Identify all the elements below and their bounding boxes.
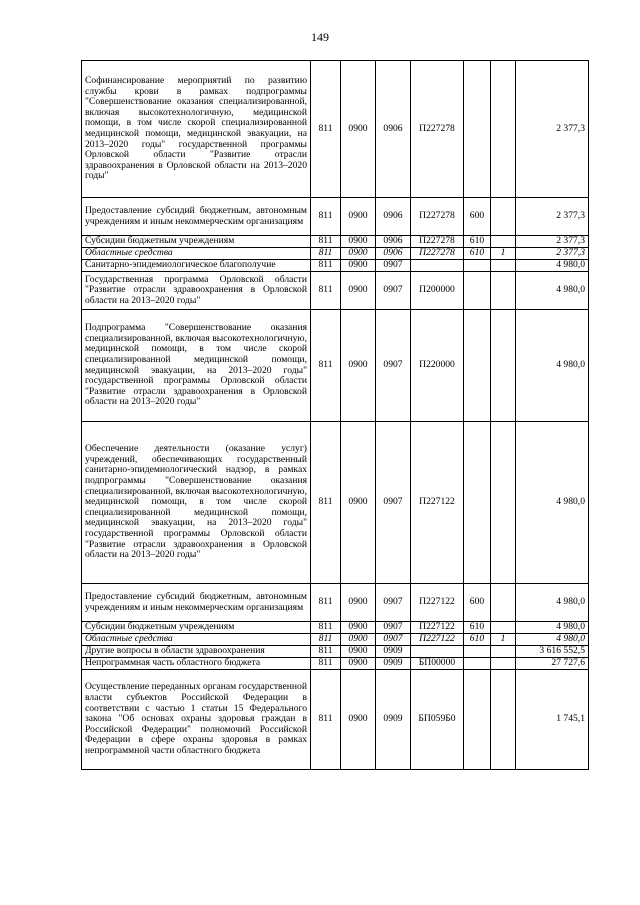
cell-subsection: 0906 — [376, 236, 411, 248]
cell-section: 0900 — [341, 422, 376, 584]
table-row — [82, 272, 589, 310]
row-description: Областные средства — [82, 634, 311, 646]
cell-amount: 4 980,0 — [516, 310, 589, 422]
row-description: Осуществление переданных органам государственной власти субъектов Российской Федерации в соответствии с частью 1 статьи 15 Федерального закона "Об основах охраны здоровья граждан в Российской Федерации" полномочий Российской Федерации в сфере охраны здоровья в рамках непрограммной части областного бюджета — [82, 670, 311, 770]
cell-expense-type: 610 — [464, 634, 491, 646]
cell-expense-type — [464, 310, 491, 422]
cell-amount: 27 727,6 — [516, 658, 589, 670]
row-description: Софинансирование мероприятий по развитию службы крови в рамках подпрограммы "Совершенствование оказания специализированной, включая высокотехнологичную, медицинской помощи, в том числе скорой специализированной медицинской помощи, медицинской эвакуации, на 2013–2020 годы" государственной программы Орловской области "Развитие отрасли здравоохранения в Орловской области на 2013–2020 годы" — [82, 61, 311, 198]
cell-amount: 1 745,1 — [516, 670, 589, 770]
cell-subsection: 0907 — [376, 634, 411, 646]
cell-funding-source — [491, 236, 516, 248]
cell-expense-type — [464, 272, 491, 310]
cell-grbs: 811 — [311, 310, 341, 422]
row-description: Другие вопросы в области здравоохранения — [82, 646, 311, 658]
cell-subsection: 0907 — [376, 272, 411, 310]
cell-target-code: П227122 — [411, 422, 464, 584]
cell-subsection: 0909 — [376, 670, 411, 770]
cell-section: 0900 — [341, 646, 376, 658]
cell-grbs: 811 — [311, 198, 341, 236]
cell-subsection: 0906 — [376, 198, 411, 236]
cell-section: 0900 — [341, 272, 376, 310]
cell-section: 0900 — [341, 248, 376, 260]
cell-target-code: П220000 — [411, 310, 464, 422]
cell-target-code: П227278 — [411, 248, 464, 260]
cell-section: 0900 — [341, 260, 376, 272]
cell-amount: 2 377,3 — [516, 61, 589, 198]
cell-section: 0900 — [341, 670, 376, 770]
cell-expense-type — [464, 260, 491, 272]
cell-subsection: 0906 — [376, 61, 411, 198]
cell-funding-source — [491, 622, 516, 634]
cell-grbs: 811 — [311, 422, 341, 584]
cell-section: 0900 — [341, 584, 376, 622]
cell-target-code: БП059Б0 — [411, 670, 464, 770]
cell-subsection: 0909 — [376, 658, 411, 670]
cell-subsection: 0907 — [376, 584, 411, 622]
cell-expense-type — [464, 658, 491, 670]
cell-amount: 4 980,0 — [516, 622, 589, 634]
row-description: Предоставление субсидий бюджетным, автономным учреждениям и иным некоммерческим организациям — [82, 198, 311, 236]
cell-amount: 4 980,0 — [516, 634, 589, 646]
cell-target-code: П227278 — [411, 61, 464, 198]
cell-amount: 4 980,0 — [516, 584, 589, 622]
cell-amount: 4 980,0 — [516, 272, 589, 310]
cell-amount: 4 980,0 — [516, 260, 589, 272]
row-description: Областные средства — [82, 248, 311, 260]
cell-target-code: П227278 — [411, 198, 464, 236]
cell-amount: 3 616 552,5 — [516, 646, 589, 658]
table-row — [82, 646, 589, 658]
cell-section: 0900 — [341, 198, 376, 236]
table-row — [82, 584, 589, 622]
cell-subsection: 0907 — [376, 622, 411, 634]
cell-grbs: 811 — [311, 622, 341, 634]
cell-expense-type: 600 — [464, 198, 491, 236]
cell-funding-source — [491, 658, 516, 670]
cell-target-code: П227122 — [411, 584, 464, 622]
table-row — [82, 622, 589, 634]
table-row — [82, 236, 589, 248]
row-description: Субсидии бюджетным учреждениям — [82, 236, 311, 248]
cell-funding-source — [491, 260, 516, 272]
table-row — [82, 422, 589, 584]
cell-subsection: 0907 — [376, 310, 411, 422]
cell-target-code — [411, 260, 464, 272]
cell-expense-type — [464, 422, 491, 584]
table-row — [82, 310, 589, 422]
table-row — [82, 670, 589, 770]
cell-funding-source — [491, 310, 516, 422]
table-row — [82, 248, 589, 260]
row-description: Непрограммная часть областного бюджета — [82, 658, 311, 670]
row-description: Предоставление субсидий бюджетным, автономным учреждениям и иным некоммерческим организациям — [82, 584, 311, 622]
cell-amount: 2 377,3 — [516, 198, 589, 236]
cell-grbs: 811 — [311, 584, 341, 622]
cell-target-code: БП00000 — [411, 658, 464, 670]
cell-subsection: 0906 — [376, 248, 411, 260]
table-row — [82, 634, 589, 646]
cell-grbs: 811 — [311, 248, 341, 260]
cell-target-code: П200000 — [411, 272, 464, 310]
table-row — [82, 61, 589, 198]
table-row — [82, 198, 589, 236]
cell-section: 0900 — [341, 61, 376, 198]
cell-funding-source — [491, 670, 516, 770]
cell-section: 0900 — [341, 634, 376, 646]
table-row — [82, 260, 589, 272]
cell-section: 0900 — [341, 658, 376, 670]
cell-expense-type — [464, 61, 491, 198]
cell-amount: 2 377,3 — [516, 248, 589, 260]
cell-expense-type: 610 — [464, 248, 491, 260]
cell-grbs: 811 — [311, 272, 341, 310]
cell-subsection: 0909 — [376, 646, 411, 658]
cell-grbs: 811 — [311, 260, 341, 272]
cell-expense-type: 610 — [464, 622, 491, 634]
cell-funding-source — [491, 272, 516, 310]
cell-grbs: 811 — [311, 646, 341, 658]
page-number: 149 — [311, 30, 329, 44]
cell-subsection: 0907 — [376, 260, 411, 272]
cell-section: 0900 — [341, 622, 376, 634]
table-row — [82, 658, 589, 670]
cell-funding-source: 1 — [491, 248, 516, 260]
row-description: Подпрограмма "Совершенствование оказания специализированной, включая высокотехнологичную, медицинской помощи, в том числе скорой специализированной медицинской помощи, медицинской эвакуации, на 2013–2020 годы" государственной программы Орловской области "Развитие отрасли здравоохранения в Орловской области на 2013–2020 годы" — [82, 310, 311, 422]
cell-funding-source — [491, 646, 516, 658]
row-description: Санитарно-эпидемиологическое благополучие — [82, 260, 311, 272]
cell-subsection: 0907 — [376, 422, 411, 584]
cell-target-code: П227122 — [411, 634, 464, 646]
cell-funding-source: 1 — [491, 634, 516, 646]
cell-section: 0900 — [341, 310, 376, 422]
cell-grbs: 811 — [311, 634, 341, 646]
cell-funding-source — [491, 422, 516, 584]
cell-section: 0900 — [341, 236, 376, 248]
cell-grbs: 811 — [311, 670, 341, 770]
row-description: Государственная программа Орловской области "Развитие отрасли здравоохранения в Орловской области на 2013–2020 годы" — [82, 272, 311, 310]
row-description: Обеспечение деятельности (оказание услуг) учреждений, обеспечивающих государственный санитарно-эпидемиологический надзор, в рамках подпрограммы "Совершенствование оказания специализированной, включая высокотехнологичную, медицинской помощи, в том числе скорой специализированной медицинской помощи, медицинской эвакуации, на 2013–2020 годы" государственной программы Орловской области "Развитие отрасли здравоохранения в Орловской области на 2013–2020 годы" — [82, 422, 311, 584]
cell-funding-source — [491, 61, 516, 198]
cell-amount: 4 980,0 — [516, 422, 589, 584]
cell-grbs: 811 — [311, 658, 341, 670]
cell-funding-source — [491, 198, 516, 236]
cell-amount: 2 377,3 — [516, 236, 589, 248]
cell-grbs: 811 — [311, 236, 341, 248]
cell-target-code: П227122 — [411, 622, 464, 634]
cell-expense-type — [464, 670, 491, 770]
cell-expense-type: 610 — [464, 236, 491, 248]
cell-expense-type: 600 — [464, 584, 491, 622]
cell-expense-type — [464, 646, 491, 658]
row-description: Субсидии бюджетным учреждениям — [82, 622, 311, 634]
cell-target-code — [411, 646, 464, 658]
cell-funding-source — [491, 584, 516, 622]
cell-grbs: 811 — [311, 61, 341, 198]
budget-table — [81, 60, 589, 770]
cell-target-code: П227278 — [411, 236, 464, 248]
